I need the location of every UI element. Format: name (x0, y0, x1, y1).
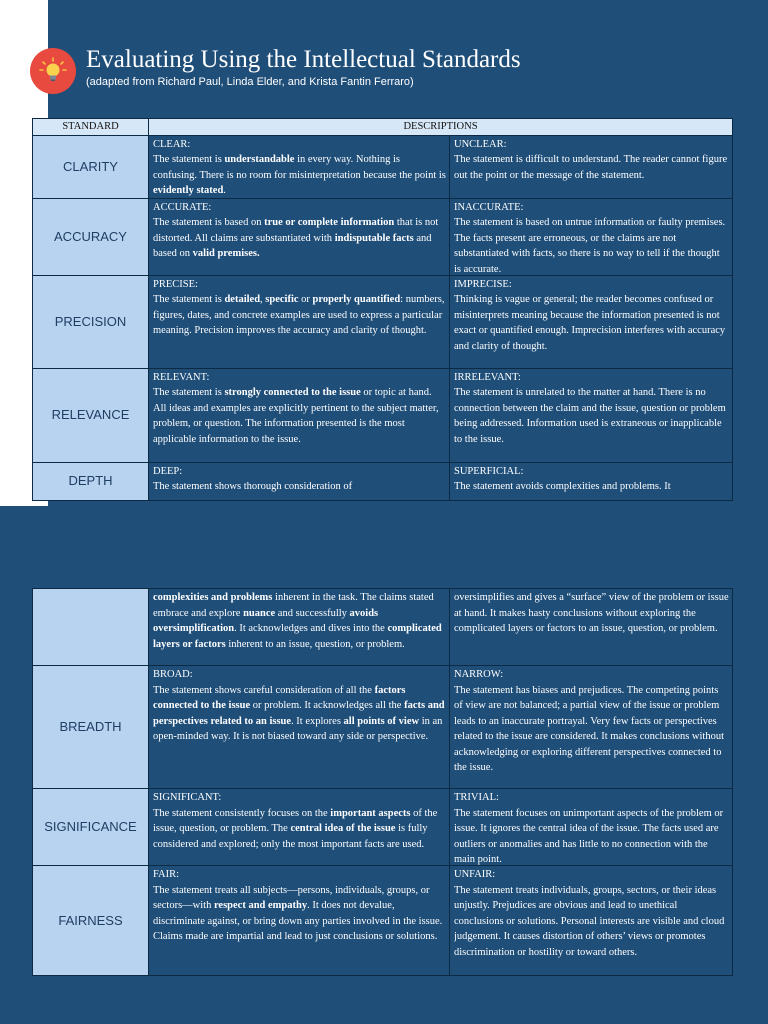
standard-name: FAIRNESS (33, 866, 149, 976)
negative-description-text: The statement focuses on unimportant aspects of the problem or issue. It ignores the central idea of the issue. The facts used are outliers or anomalies and has little to no connection with the main point. (454, 807, 724, 865)
positive-description-label: RELEVANT: (153, 371, 210, 383)
negative-description-text: The statement has biases and prejudices. The competing points of view are not balanced; a partial view of the issue or problem leads to an inaccurate portrayal. Very few facts or perspectives related to the issue are considered. It makes conclusions without acknowledging or exploring different perspectives connected to the issue. (454, 684, 725, 773)
negative-description (450, 666, 733, 789)
negative-description (450, 368, 733, 462)
negative-description-label: UNCLEAR: (454, 138, 507, 150)
lightbulb-icon (30, 48, 76, 94)
negative-description-label: NARROW: (454, 669, 504, 680)
negative-description-label: IRRELEVANT: (454, 371, 521, 383)
positive-description-label: PRECISE: (153, 278, 198, 290)
positive-description (149, 275, 450, 368)
positive-description-text: The statement is strongly connected to the issue or topic at hand. All ideas and examples are explicitly pertinent to the subject matter, problem, or question. The information presented is the most applicable information to the issue. (153, 387, 439, 445)
negative-description-label: INACCURATE: (454, 201, 524, 213)
negative-description-text: Thinking is vague or general; the reader becomes confused or misinterprets meaning because the information presented is not exact or quantified enough. Imprecision interferes with accuracy and clarity of thought. (454, 294, 726, 352)
positive-description-text: The statement is based on true or complete information that is not distorted. All claims are substantiated with indisputable facts and based on valid premises. (153, 217, 439, 259)
table-row (33, 275, 733, 368)
standard-name: SIGNIFICANCE (33, 789, 149, 866)
positive-description (149, 462, 450, 500)
negative-description-text: The statement treats individuals, groups, sectors, or their ideas unjustly. Prejudices are obvious and lead to unethical conclusions or solutions. Personal interests are visible and cloud judgement. It causes distortion of others’ views or promotes discrimination or hostility or toward others. (454, 884, 725, 958)
positive-description-text: The statement treats all subjects—persons, individuals, groups, or sectors—with respect and empathy. It does not devalue, discriminate against, or bring down any parties involved in the issue. Claims made are impartial and lead to just conclusions or solutions. (153, 884, 443, 942)
table-row (33, 666, 733, 789)
positive-description (149, 198, 450, 275)
table-row (33, 866, 733, 976)
positive-description-text: The statement is understandable in every way. Nothing is confusing. There is no room for misinterpretation because the point is evidently stated. (153, 154, 446, 196)
table-row (33, 198, 733, 275)
table-row (33, 462, 733, 500)
standard-name: PRECISION (33, 275, 149, 368)
negative-description-label: UNFAIR: (454, 869, 496, 880)
positive-description-label: DEEP: (153, 465, 183, 477)
positive-description (149, 866, 450, 976)
standard-name (33, 589, 149, 666)
negative-description (450, 866, 733, 976)
standard-name: CLARITY (33, 135, 149, 198)
negative-description (450, 275, 733, 368)
table-row (33, 789, 733, 866)
negative-description (450, 198, 733, 275)
positive-description-label: SIGNIFICANT: (153, 792, 222, 803)
positive-description-label: FAIR: (153, 869, 180, 880)
positive-description (149, 666, 450, 789)
standard-name: RELEVANCE (33, 368, 149, 462)
standards-table-continued (32, 588, 733, 976)
negative-description-label: IMPRECISE: (454, 278, 512, 290)
negative-description (450, 462, 733, 500)
negative-description-label: TRIVIAL: (454, 792, 499, 803)
negative-description-text: The statement is based on untrue information or faulty premises. The facts present are erroneous, or the claims are not substantiated with facts, so there is no way to tell if the thought is accurate. (454, 217, 726, 275)
table-row (33, 135, 733, 198)
negative-description (450, 135, 733, 198)
positive-description-text: The statement shows careful consideration of all the factors connected to the issue or problem. It acknowledges all the facts and perspectives related to an issue. It explores all points of view in an open-minded way. It is not biased toward any side or perspective. (153, 684, 445, 742)
positive-description-label: ACCURATE: (153, 201, 212, 213)
positive-description-label: BROAD: (153, 669, 193, 680)
table-header-row (33, 119, 733, 136)
negative-description-text: oversimplifies and gives a “surface” view of the problem or issue at hand. It makes hasty conclusions without exploring the complicated layers or factors to an issue, question, or problem. (454, 592, 729, 634)
page-subtitle: (adapted from Richard Paul, Linda Elder, and Krista Fantin Ferraro) (86, 76, 414, 88)
col-header-descriptions: DESCRIPTIONS (149, 119, 733, 136)
negative-description (450, 789, 733, 866)
standard-name: BREADTH (33, 666, 149, 789)
positive-description (149, 789, 450, 866)
page-title: Evaluating Using the Intellectual Standards (86, 46, 521, 73)
positive-description-text: complexities and problems inherent in the task. The claims stated embrace and explore nuance and successfully avoids oversimplification. It acknowledges and dives into the complicated layers or factors inherent to an issue, question, or problem. (153, 592, 442, 650)
positive-description-text: The statement shows thorough consideration of (153, 481, 353, 492)
standard-name: ACCURACY (33, 198, 149, 275)
positive-description (149, 368, 450, 462)
negative-description-text: The statement is difficult to understand. The reader cannot figure out the point or the message of the statement. (454, 154, 728, 181)
standards-table (32, 118, 733, 501)
standard-name: DEPTH (33, 462, 149, 500)
positive-description-text: The statement is detailed, specific or properly quantified: numbers, figures, dates, and concrete examples are used to express a particular meaning. Precision improves the accuracy and clarity of thought. (153, 294, 445, 336)
negative-description (450, 589, 733, 666)
positive-description-text: The statement consistently focuses on the important aspects of the issue, question, or problem. The central idea of the issue is fully considered and explored; only the most important facts are used. (153, 807, 438, 850)
negative-description-label: SUPERFICIAL: (454, 465, 524, 477)
positive-description-label: CLEAR: (153, 138, 191, 150)
table-row (33, 589, 733, 666)
col-header-standard: STANDARD (33, 119, 149, 136)
positive-description (149, 589, 450, 666)
positive-description (149, 135, 450, 198)
table-row (33, 368, 733, 462)
negative-description-text: The statement is unrelated to the matter at hand. There is no connection between the claim and the issue, question or problem being addressed. Information used is extraneous or inapplicable to the issue. (454, 387, 726, 445)
negative-description-text: The statement avoids complexities and problems. It (454, 481, 671, 492)
